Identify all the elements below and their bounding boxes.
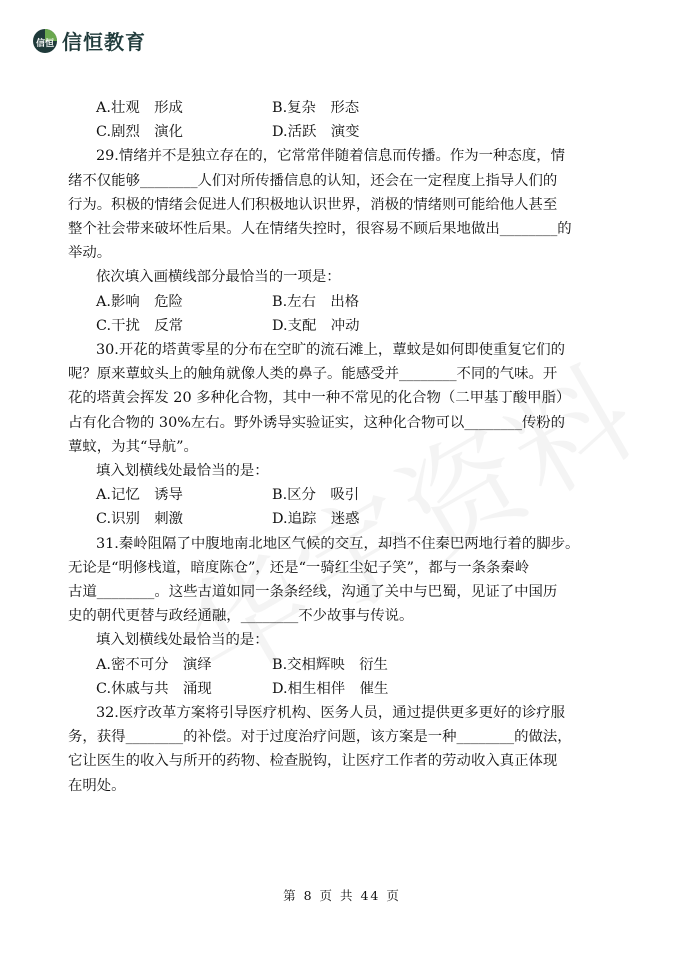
option-row — [68, 677, 616, 701]
question-line: 32.医疗改革方案将引导医疗机构、医务人员，通过提供更多更好的诊疗服 — [96, 705, 565, 722]
question-line: 举动。 — [68, 245, 112, 262]
question-prompt: 填入划横线处最恰当的是： — [96, 463, 269, 480]
question-line: 30.开花的塔黄零星的分布在空旷的流石滩上，蕈蚊是如何即使重复它们的 — [96, 342, 565, 359]
question-line: 29.情绪并不是独立存在的，它常常伴随着信息而传播。作为一种态度，情 — [96, 148, 565, 165]
logo-text: 信恒教育 — [62, 30, 146, 54]
option-c: C.剧烈 演化 — [96, 124, 184, 141]
option-d: D.追踪 迷惑 — [272, 511, 360, 528]
question-line: 务，获得________的补偿。对于过度治疗问题，该方案是一种________的做法， — [68, 729, 572, 746]
question-line: 史的朝代更替与政经通融，________不少故事与传说。 — [68, 608, 414, 625]
option-a: A.记忆 诱导 — [96, 487, 183, 504]
question-line: 无论是“明修栈道，暗度陈仓”，还是“一骑红尘妃子笑”，都与一条条秦岭 — [68, 559, 530, 576]
option-row — [68, 290, 616, 314]
option-a: A.壮观 形成 — [96, 100, 183, 116]
option-a: A.影响 危险 — [96, 293, 183, 310]
option-c: C.干扰 反常 — [96, 317, 184, 334]
question-line: 蕈蚊，为其“导航”。 — [68, 438, 198, 455]
option-row — [68, 314, 616, 338]
option-d: D.支配 冲动 — [272, 317, 360, 334]
option-b: B.左右 出格 — [272, 293, 360, 310]
question-line: 花的塔黄会挥发 20 多种化合物，其中一种不常见的化合物（二甲基丁酸甲脂） — [68, 390, 571, 407]
option-b: B.区分 吸引 — [272, 487, 360, 504]
question-line: 它让医生的收入与所开的药物、检查脱钩，让医疗工作者的劳动收入真正体现 — [68, 753, 558, 770]
option-d: D.活跃 演变 — [272, 124, 360, 141]
svg-text:信恒: 信恒 — [36, 38, 55, 49]
logo — [32, 26, 146, 55]
question-line: 占有化合物的 30%左右。野外诱导实验证实，这种化合物可以________传粉的 — [68, 414, 566, 431]
option-a: A.密不可分 演绎 — [96, 656, 212, 673]
option-d: D.相生相伴 催生 — [272, 680, 389, 697]
question-line: 行为。积极的情绪会促进人们积极地认识世界，消极的情绪则可能给他人甚至 — [68, 196, 558, 213]
logo-mark-icon — [32, 28, 58, 54]
question-prompt: 填入划横线处最恰当的是： — [96, 632, 269, 649]
question-line: 古道________。这些古道如同一条条经线，沟通了关中与巴蜀，见证了中国历 — [68, 584, 558, 601]
question-line: 31.秦岭阻隔了中腹地南北地区气候的交互，却挡不住秦巴两地行着的脚步。 — [96, 535, 580, 552]
option-row — [68, 120, 616, 144]
page-content — [68, 96, 616, 798]
question-prompt: 依次填入画横线部分最恰当的一项是： — [96, 269, 341, 286]
option-b: B.交相辉映 衍生 — [272, 656, 388, 673]
option-row — [68, 507, 616, 531]
option-c: C.识别 刺激 — [96, 511, 184, 528]
option-b: B.复杂 形态 — [272, 100, 360, 116]
option-row — [68, 653, 616, 677]
page-footer: 第 8 页 共 44 页 — [283, 888, 401, 903]
question-line: 在明处。 — [68, 777, 126, 794]
question-line: 绪不仅能够________人们对所传播信息的认知，还会在一定程度上指导人们的 — [68, 172, 558, 189]
option-row — [68, 96, 616, 120]
question-line: 呢？原来蕈蚊头上的触角就像人类的鼻子。能感受并________不同的气味。开 — [68, 366, 558, 383]
question-line: 整个社会带来破坏性后果。人在情绪失控时，很容易不顾后果地做出________的 — [68, 221, 572, 238]
option-c: C.休戚与共 涌现 — [96, 680, 212, 697]
option-row — [68, 483, 616, 507]
